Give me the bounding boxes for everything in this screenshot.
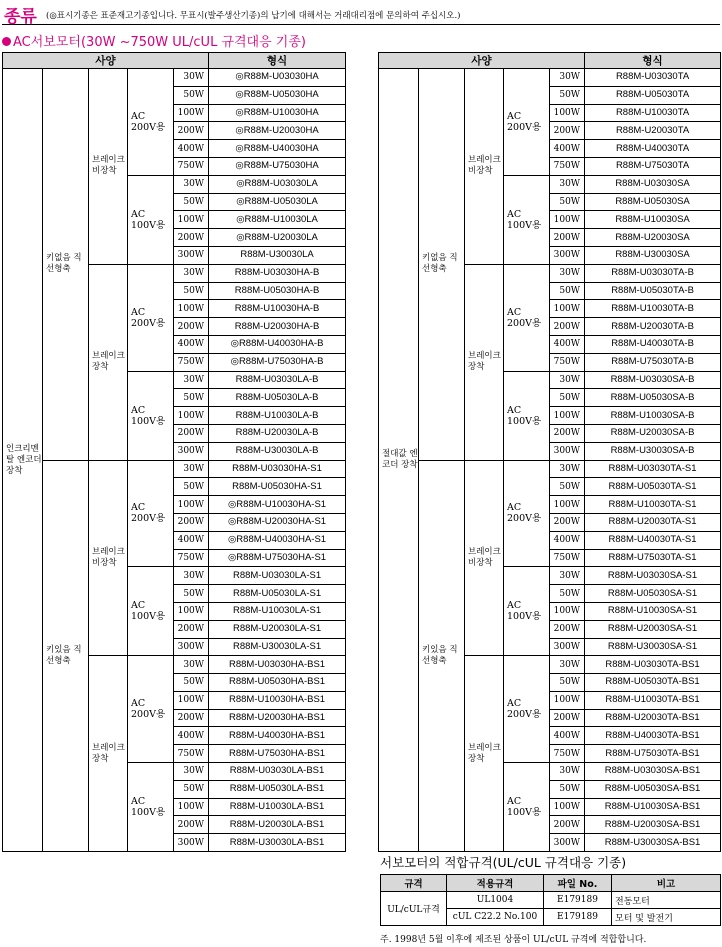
voltage-cell: AC 100V용 [128, 175, 174, 264]
wattage-cell: 30W [174, 371, 209, 389]
wattage-cell: 200W [174, 620, 209, 638]
model-cell: R88M-U30030SA-BS1 [585, 834, 721, 852]
model-cell: R88M-U05030LA-BS1 [209, 780, 346, 798]
model-cell: R88M-U20030SA-BS1 [585, 816, 721, 834]
brake-type-cell: 브레이크 장착 [465, 264, 504, 460]
model-cell: ◎R88M-U40030HA-B [209, 335, 346, 353]
wattage-cell: 100W [550, 104, 585, 122]
model-cell: R88M-U20030TA-BS1 [585, 709, 721, 727]
wattage-cell: 30W [174, 567, 209, 585]
table-row [3, 69, 346, 87]
model-cell: R88M-U05030SA-B [585, 389, 721, 407]
std-file: E179189 [544, 892, 612, 909]
section-title-text: AC서보모터(30W ~750W UL/cUL 규격대응 기종) [13, 35, 306, 50]
model-cell: R88M-U05030SA [585, 193, 721, 211]
wattage-cell: 30W [550, 763, 585, 781]
model-cell: R88M-U20030HA-B [209, 318, 346, 336]
wattage-cell: 200W [174, 318, 209, 336]
spec-header: 사양 [3, 53, 209, 69]
table-row [379, 69, 721, 87]
stock-note: (◎표시기종은 표준재고기종입니다. 무표시(발주생산기종)의 납기에 대해서는 거래대리점에 문의하여 주십시오.) [46, 11, 461, 21]
wattage-cell: 50W [174, 478, 209, 496]
model-cell: R88M-U05030LA-S1 [209, 585, 346, 603]
std-col-remarks: 비고 [612, 875, 721, 892]
table-row [379, 460, 721, 478]
std-applied: UL1004 [447, 892, 544, 909]
model-cell: R88M-U05030TA-B [585, 282, 721, 300]
wattage-cell: 750W [550, 353, 585, 371]
model-cell: ◎R88M-U20030LA [209, 229, 346, 247]
wattage-cell: 30W [174, 460, 209, 478]
wattage-cell: 400W [174, 335, 209, 353]
wattage-cell: 100W [174, 602, 209, 620]
wattage-cell: 30W [550, 656, 585, 674]
model-cell: R88M-U20030SA [585, 229, 721, 247]
wattage-cell: 100W [174, 496, 209, 514]
model-cell: R88M-U05030SA-BS1 [585, 780, 721, 798]
model-cell: R88M-U03030SA-BS1 [585, 763, 721, 781]
model-cell: R88M-U03030SA-S1 [585, 567, 721, 585]
std-applied: cUL C22.2 No.100 [447, 909, 544, 926]
model-cell: R88M-U10030TA-B [585, 300, 721, 318]
model-cell: R88M-U05030TA [585, 86, 721, 104]
wattage-cell: 200W [174, 229, 209, 247]
std-col-applied: 적용규격 [447, 875, 544, 892]
wattage-cell: 200W [174, 816, 209, 834]
wattage-cell: 30W [174, 175, 209, 193]
wattage-cell: 100W [174, 691, 209, 709]
wattage-cell: 50W [550, 193, 585, 211]
model-cell: R88M-U10030HA-B [209, 300, 346, 318]
wattage-cell: 100W [550, 407, 585, 425]
wattage-cell: 100W [174, 211, 209, 229]
model-cell: R88M-U10030HA-BS1 [209, 691, 346, 709]
model-cell: R88M-U40030TA-B [585, 335, 721, 353]
wattage-cell: 750W [550, 745, 585, 763]
wattage-cell: 30W [550, 371, 585, 389]
model-cell: ◎R88M-U40030HA-S1 [209, 531, 346, 549]
model-cell: R88M-U10030LA-BS1 [209, 798, 346, 816]
brake-type-cell: 브레이크 장착 [89, 264, 128, 460]
wattage-cell: 30W [550, 69, 585, 87]
std-remark: 모터 및 발전기 [612, 909, 721, 926]
wattage-cell: 50W [174, 780, 209, 798]
brake-type-cell: 브레이크 비장착 [89, 460, 128, 656]
model-cell: R88M-U03030LA-BS1 [209, 763, 346, 781]
wattage-cell: 750W [550, 549, 585, 567]
voltage-cell: AC 200V용 [504, 460, 550, 567]
wattage-cell: 50W [174, 674, 209, 692]
model-cell: R88M-U20030LA-S1 [209, 620, 346, 638]
voltage-cell: AC 200V용 [128, 69, 174, 176]
section-title [2, 31, 306, 50]
wattage-cell: 200W [550, 513, 585, 531]
model-cell: R88M-U10030TA-BS1 [585, 691, 721, 709]
encoder-type-cell: 절대값 엔코더 장착 [379, 69, 419, 852]
voltage-cell: AC 200V용 [128, 264, 174, 371]
std-file: E179189 [544, 909, 612, 926]
wattage-cell: 300W [174, 246, 209, 264]
model-cell: R88M-U10030LA-B [209, 407, 346, 425]
bullet-icon [2, 37, 11, 46]
shaft-type-cell: 키없음 직선형축 [419, 69, 465, 461]
wattage-cell: 750W [174, 745, 209, 763]
footnote: 주. 1998년 5월 이후에 제조된 상품이 UL/cUL 규격에 적합합니다. [380, 935, 647, 945]
std-col-file: 파일 No. [544, 875, 612, 892]
model-cell: R88M-U30030LA-BS1 [209, 834, 346, 852]
model-cell: R88M-U30030SA-B [585, 442, 721, 460]
wattage-cell: 200W [550, 229, 585, 247]
wattage-cell: 50W [550, 282, 585, 300]
wattage-cell: 200W [174, 424, 209, 442]
standards-table [380, 874, 721, 926]
model-cell: R88M-U10030SA-B [585, 407, 721, 425]
wattage-cell: 50W [550, 780, 585, 798]
wattage-cell: 30W [174, 763, 209, 781]
model-header: 형식 [585, 53, 721, 69]
voltage-cell: AC 100V용 [128, 567, 174, 656]
model-cell: R88M-U20030SA-S1 [585, 620, 721, 638]
model-cell: R88M-U10030LA-S1 [209, 602, 346, 620]
voltage-cell: AC 100V용 [504, 175, 550, 264]
model-cell: R88M-U03030SA [585, 175, 721, 193]
model-cell: R88M-U05030TA-S1 [585, 478, 721, 496]
wattage-cell: 300W [550, 246, 585, 264]
absolute-encoder-table [378, 52, 721, 852]
wattage-cell: 30W [550, 460, 585, 478]
wattage-cell: 200W [174, 709, 209, 727]
wattage-cell: 100W [550, 300, 585, 318]
page-header [2, 2, 720, 25]
model-cell: R88M-U03030HA-BS1 [209, 656, 346, 674]
wattage-cell: 750W [550, 157, 585, 175]
wattage-cell: 100W [550, 691, 585, 709]
model-cell: ◎R88M-U03030HA [209, 69, 346, 87]
model-cell: R88M-U20030LA-B [209, 424, 346, 442]
wattage-cell: 30W [550, 264, 585, 282]
model-cell: R88M-U03030TA-S1 [585, 460, 721, 478]
model-cell: ◎R88M-U75030HA-B [209, 353, 346, 371]
model-cell: R88M-U30030SA [585, 246, 721, 264]
model-cell: ◎R88M-U10030HA-S1 [209, 496, 346, 514]
encoder-type-cell: 인크리멘탈 엔코더 장착 [3, 69, 43, 852]
incremental-encoder-table [2, 52, 346, 852]
model-cell: R88M-U05030HA-B [209, 282, 346, 300]
wattage-cell: 100W [550, 211, 585, 229]
model-cell: R88M-U20030TA-B [585, 318, 721, 336]
model-cell: R88M-U10030TA-S1 [585, 496, 721, 514]
model-cell: R88M-U05030HA-S1 [209, 478, 346, 496]
wattage-cell: 50W [550, 585, 585, 603]
wattage-cell: 100W [174, 798, 209, 816]
brake-type-cell: 브레이크 비장착 [465, 460, 504, 656]
brake-type-cell: 브레이크 비장착 [465, 69, 504, 265]
model-cell: ◎R88M-U10030LA [209, 211, 346, 229]
wattage-cell: 50W [174, 585, 209, 603]
model-cell: R88M-U03030LA-S1 [209, 567, 346, 585]
wattage-cell: 750W [174, 353, 209, 371]
std-col-standard: 규격 [381, 875, 447, 892]
wattage-cell: 100W [174, 300, 209, 318]
model-cell: R88M-U03030TA-B [585, 264, 721, 282]
spec-header: 사양 [379, 53, 585, 69]
wattage-cell: 200W [550, 424, 585, 442]
voltage-cell: AC 200V용 [128, 656, 174, 763]
wattage-cell: 400W [550, 140, 585, 158]
wattage-cell: 50W [174, 193, 209, 211]
brake-type-cell: 브레이크 장착 [465, 656, 504, 852]
model-cell: R88M-U20030LA-BS1 [209, 816, 346, 834]
wattage-cell: 400W [550, 335, 585, 353]
model-cell: R88M-U75030TA-BS1 [585, 745, 721, 763]
wattage-cell: 200W [174, 122, 209, 140]
header-row [3, 53, 346, 69]
wattage-cell: 750W [174, 157, 209, 175]
model-cell: R88M-U40030TA-BS1 [585, 727, 721, 745]
voltage-cell: AC 100V용 [128, 371, 174, 460]
model-cell: ◎R88M-U75030HA-S1 [209, 549, 346, 567]
wattage-cell: 30W [174, 656, 209, 674]
model-cell: ◎R88M-U40030HA [209, 140, 346, 158]
brake-type-cell: 브레이크 비장착 [89, 69, 128, 265]
model-cell: ◎R88M-U10030HA [209, 104, 346, 122]
model-cell: R88M-U05030SA-S1 [585, 585, 721, 603]
standards-title: 서보모터의 적합규격(UL/cUL 규격대응 기종) [380, 855, 627, 870]
wattage-cell: 30W [174, 69, 209, 87]
wattage-cell: 300W [550, 834, 585, 852]
wattage-cell: 50W [174, 389, 209, 407]
std-remark: 전동모터 [612, 892, 721, 909]
voltage-cell: AC 100V용 [504, 763, 550, 852]
wattage-cell: 300W [174, 834, 209, 852]
wattage-cell: 400W [174, 531, 209, 549]
model-cell: ◎R88M-U75030HA [209, 157, 346, 175]
voltage-cell: AC 100V용 [504, 567, 550, 656]
wattage-cell: 750W [174, 549, 209, 567]
model-cell: R88M-U30030LA-S1 [209, 638, 346, 656]
model-header: 형식 [209, 53, 346, 69]
model-cell: R88M-U30030LA [209, 246, 346, 264]
wattage-cell: 400W [174, 727, 209, 745]
model-cell: R88M-U30030LA-B [209, 442, 346, 460]
wattage-cell: 300W [550, 638, 585, 656]
wattage-cell: 50W [550, 86, 585, 104]
model-cell: R88M-U03030TA [585, 69, 721, 87]
model-cell: R88M-U10030SA-BS1 [585, 798, 721, 816]
wattage-cell: 200W [550, 318, 585, 336]
model-cell: R88M-U10030SA-S1 [585, 602, 721, 620]
model-cell: R88M-U30030SA-S1 [585, 638, 721, 656]
model-cell: R88M-U03030TA-BS1 [585, 656, 721, 674]
wattage-cell: 30W [174, 264, 209, 282]
wattage-cell: 200W [550, 816, 585, 834]
model-cell: R88M-U05030HA-BS1 [209, 674, 346, 692]
model-cell: R88M-U40030TA-S1 [585, 531, 721, 549]
wattage-cell: 200W [550, 709, 585, 727]
wattage-cell: 300W [550, 442, 585, 460]
model-cell: R88M-U75030TA-B [585, 353, 721, 371]
wattage-cell: 200W [174, 513, 209, 531]
model-cell: ◎R88M-U05030HA [209, 86, 346, 104]
brake-type-cell: 브레이크 장착 [89, 656, 128, 852]
model-cell: R88M-U40030HA-BS1 [209, 727, 346, 745]
wattage-cell: 50W [174, 282, 209, 300]
model-cell: R88M-U05030TA-BS1 [585, 674, 721, 692]
model-cell: R88M-U20030HA-BS1 [209, 709, 346, 727]
wattage-cell: 30W [550, 175, 585, 193]
wattage-cell: 400W [550, 531, 585, 549]
model-cell: R88M-U20030TA [585, 122, 721, 140]
model-cell: R88M-U03030LA-B [209, 371, 346, 389]
model-cell: R88M-U03030SA-B [585, 371, 721, 389]
wattage-cell: 400W [174, 140, 209, 158]
wattage-cell: 100W [550, 798, 585, 816]
wattage-cell: 400W [550, 727, 585, 745]
model-cell: R88M-U05030LA-B [209, 389, 346, 407]
model-cell: ◎R88M-U05030LA [209, 193, 346, 211]
voltage-cell: AC 200V용 [504, 264, 550, 371]
model-cell: R88M-U03030HA-B [209, 264, 346, 282]
wattage-cell: 100W [174, 104, 209, 122]
page-title: 종류 [4, 7, 37, 27]
shaft-type-cell: 키없음 직선형축 [43, 69, 89, 461]
wattage-cell: 30W [550, 567, 585, 585]
header-row [379, 53, 721, 69]
voltage-cell: AC 200V용 [504, 656, 550, 763]
voltage-cell: AC 200V용 [128, 460, 174, 567]
wattage-cell: 100W [174, 407, 209, 425]
model-cell: R88M-U75030HA-BS1 [209, 745, 346, 763]
model-cell: R88M-U20030SA-B [585, 424, 721, 442]
model-cell: R88M-U10030TA [585, 104, 721, 122]
wattage-cell: 200W [550, 122, 585, 140]
wattage-cell: 50W [550, 389, 585, 407]
table-row [3, 460, 346, 478]
wattage-cell: 300W [174, 442, 209, 460]
model-cell: ◎R88M-U20030HA-S1 [209, 513, 346, 531]
model-cell: R88M-U03030HA-S1 [209, 460, 346, 478]
wattage-cell: 50W [550, 478, 585, 496]
wattage-cell: 200W [550, 620, 585, 638]
shaft-type-cell: 키있음 직선형축 [419, 460, 465, 852]
voltage-cell: AC 200V용 [504, 69, 550, 176]
wattage-cell: 50W [174, 86, 209, 104]
model-cell: R88M-U10030SA [585, 211, 721, 229]
wattage-cell: 100W [550, 496, 585, 514]
wattage-cell: 100W [550, 602, 585, 620]
voltage-cell: AC 100V용 [128, 763, 174, 852]
shaft-type-cell: 키있음 직선형축 [43, 460, 89, 852]
model-cell: R88M-U20030TA-S1 [585, 513, 721, 531]
model-cell: R88M-U40030TA [585, 140, 721, 158]
standards-row [381, 892, 721, 909]
model-cell: ◎R88M-U03030LA [209, 175, 346, 193]
wattage-cell: 300W [174, 638, 209, 656]
model-cell: R88M-U75030TA [585, 157, 721, 175]
std-group: UL/cUL규격 [381, 892, 447, 926]
model-cell: R88M-U75030TA-S1 [585, 549, 721, 567]
wattage-cell: 50W [550, 674, 585, 692]
voltage-cell: AC 100V용 [504, 371, 550, 460]
model-cell: ◎R88M-U20030HA [209, 122, 346, 140]
standards-header-row [381, 875, 721, 892]
